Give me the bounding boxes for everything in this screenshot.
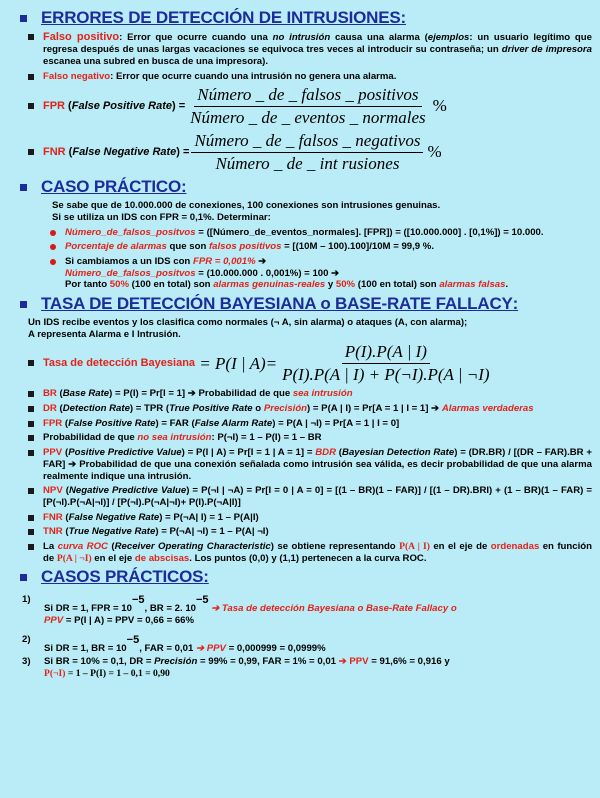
square-bullet-icon xyxy=(20,15,27,22)
fpr-formula: FPR (False Positive Rate) = $\frac{\text{Número \_ de \_ falsos \_ positivos}}{\text{Número \_ de \_ eventos \_ normales}}$ % xyxy=(28,85,592,127)
fpr-fraction: $\frac{\text{Número \_ de \_ falsos \_ positivos}}{\text{Número \_ de \_ eventos \_ normales}}$ xyxy=(190,85,426,127)
falso-negativo-item: Falso negativo: Error que ocurre cuando una intrusión no genera una alarma. xyxy=(28,71,592,83)
caso-intro-1: Se sabe que de 10.000.000 de conexiones, 100 conexiones son intrusiones genuinas. xyxy=(52,200,441,212)
square-bullet-icon xyxy=(28,74,34,80)
caso-bullet-2: Porcentaje de alarmas que son falsos positivos = [(10M – 100).100]/10M = 99,9 %. xyxy=(50,241,592,253)
npv-item: NPV (Negative Predictive Value) = P(¬I | ¬A) = Pr[I = 0 | A = 0] = [(1 – BR)(1 – FAR)] / [(1 – DR).BRI) + (1 – BR)(1 – FAR) = [P(¬I).P(¬A|¬I)] / [P(¬I).P(¬A|¬I)+ P(I).P(¬A|I)] xyxy=(28,485,592,508)
equals-sign: = xyxy=(265,353,278,373)
caso-1: 1) Si DR = 1, FPR = $10^{-5}$, BR = 2. $10^{-5}$ ➔ Tasa de detección Bayesiana o Base-Rate Fallacy o PPV = P(I | A) = PPV = 0,66 = 66% xyxy=(22,594,457,626)
bayes-fraction: $\frac{P(I).P(A | I)}{P(I).P(A | I) + P(\neg I).P(A | \neg I)}$ xyxy=(282,342,490,384)
round-bullet-icon xyxy=(50,259,56,265)
square-bullet-icon xyxy=(28,488,34,494)
fnr-formula: FNR (False Negative Rate) = $\frac{\text{Número \_ de \_ falsos \_ negativos}}{\text{Número \_ de \_ int rusiones}}$ % xyxy=(28,131,592,173)
square-bullet-icon xyxy=(28,406,34,412)
ppv-item: PPV (Positive Predictive Value) = P(I | A) = Pr[I = 1 | A = 1] = BDR (Bayesian Detection Rate) = (DR.BR) / [(DR – FAR).BR + FAR] ➔ Probabilidad de que una conexión señalada como intrusión sea válida, es decir probabilidad de que una alarma realmente indique una intrusión. xyxy=(28,447,592,482)
square-bullet-icon xyxy=(28,34,34,40)
square-bullet-icon xyxy=(28,544,34,550)
round-bullet-icon xyxy=(50,230,56,236)
fnr-item: FNR (False Negative Rate) = P(¬A| I) = 1 – P(A|I) xyxy=(28,512,592,524)
bayes-intro-2: A representa Alarma e I Intrusión. xyxy=(28,328,181,340)
square-bullet-icon xyxy=(20,301,27,308)
caso-2: 2) Si DR = 1, BR = $10^{-5}$, FAR = 0,01 ➔ PPV = 0,000999 = 0,0999% xyxy=(22,633,326,654)
square-bullet-icon xyxy=(28,391,34,397)
prob-no-intrusion-item: Probabilidad de que no sea intrusión: P(¬I) = 1 – P(I) = 1 – BR xyxy=(28,432,592,444)
round-bullet-icon xyxy=(50,244,56,250)
caso-3: 3) Si BR = 10% = 0,1, DR = Precisión = 99% = 0,99, FAR = 1% = 0,01 ➔ PPV = 91,6% = 0,916 y P(¬I) = 1 – P(I) = 1 – 0,1 = 0,90 xyxy=(22,656,450,680)
square-bullet-icon xyxy=(28,435,34,441)
roc-item: La curva ROC (Receiver Operating Characteristic) se obtiene representando P(A | I) en el eje de ordenadas en función de P(A | ¬I) en el eje de abscisas. Los puntos (0,0) y (1,1) pertenecen a la curva ROC. xyxy=(28,541,592,564)
br-item: BR (Base Rate) = P(I) = Pr[I = 1] ➔ Probabilidad de que sea intrusión xyxy=(28,388,592,400)
fpr-far-item: FPR (False Positive Rate) = FAR (False Alarm Rate) = P(A | ¬I) = Pr[A = 1 | I = 0] xyxy=(28,418,592,430)
fnr-fraction: $\frac{\text{Número \_ de \_ falsos \_ negativos}}{\text{Número \_ de \_ int rusiones}}$ xyxy=(191,131,423,173)
square-bullet-icon xyxy=(28,450,34,456)
square-bullet-icon xyxy=(28,515,34,521)
square-bullet-icon xyxy=(28,103,34,109)
square-bullet-icon xyxy=(28,360,34,366)
tasa-bayesiana-formula: Tasa de detección Bayesiana = P(I | A) = $\frac{P(I).P(A | I)}{P(I).P(A | I) + P(\neg I).P(A | \neg I)}$ xyxy=(28,342,592,384)
caso-intro-2: Si se utiliza un IDS con FPR = 0,1%. Determinar: xyxy=(52,211,271,223)
square-bullet-icon xyxy=(20,574,27,581)
square-bullet-icon xyxy=(28,529,34,535)
bayes-intro-1: Un IDS recibe eventos y los clasifica como normales (¬ A, sin alarma) o ataques (A, con alarma); xyxy=(28,316,468,328)
caso-bullet-3: Si cambiamos a un IDS con FPR = 0,001% ➔ Número_de_falsos_positvos = (10.000.000 . 0,001%) = 100 ➔ Por tanto 50% (100 en total) son alarmas genuinas-reales y 50% (100 en total) son alarmas falsas. xyxy=(50,256,592,291)
tnr-item: TNR (True Negative Rate) = P(¬A| ¬I) = 1 – P(A| ¬I) xyxy=(28,526,592,538)
section-title-caso-practico: CASO PRÁCTICO : xyxy=(8,177,592,198)
square-bullet-icon xyxy=(28,421,34,427)
section-title-casos-practicos: CASOS PRÁCTICOS : xyxy=(8,567,592,588)
section-title-errores: ERRORES DE DETECCIÓN DE INTRUSIONES : xyxy=(8,8,592,29)
caso-bullet-1: Número_de_falsos_positvos = ([Número_de_eventos_normales]. [FPR]) = ([10.000.000] . [0,1%]) = 10.000. xyxy=(50,227,592,239)
square-bullet-icon xyxy=(20,184,27,191)
falso-positivo-item: Falso positivo: Error que ocurre cuando una no intrusión causa una alarma (ejemplos: un usuario legítimo que regresa después de unas largas vacaciones se equivoca tres veces al introducir su contraseña; un driver de impresora escanea una subred en busca de una impresora). xyxy=(28,31,592,68)
section-title-bayesiana: TASA DE DETECCIÓN BAYESIANA o BASE-RATE FALLACY : xyxy=(8,294,592,315)
dr-item: DR (Detection Rate) = TPR (True Positive Rate o Precisión) = P(A | I) = Pr[A = 1 | I = 1] ➔ Alarmas verdaderas xyxy=(28,403,592,415)
square-bullet-icon xyxy=(28,149,34,155)
